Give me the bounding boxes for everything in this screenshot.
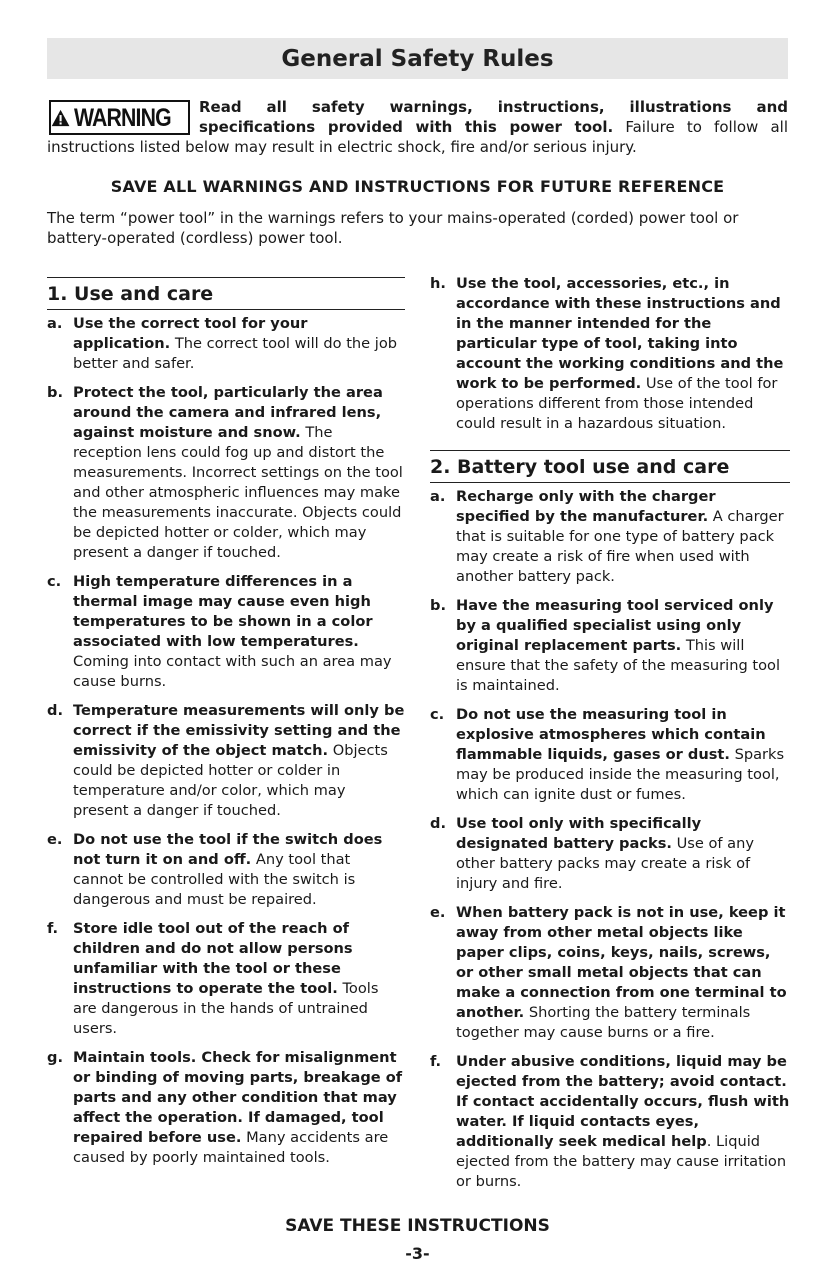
list-item bbox=[430, 487, 790, 587]
item-label: h. bbox=[430, 275, 446, 292]
list-item bbox=[47, 314, 405, 374]
item-label: a. bbox=[47, 315, 63, 332]
section-heading-use-and-care: 1. Use and care bbox=[47, 277, 405, 310]
item-label: a. bbox=[430, 488, 446, 505]
list-item bbox=[430, 903, 790, 1043]
item-text: Protect the tool, particularly the area around the camera and infrared lens, against moisture and snow. The reception lens could fog up and distort the measurements. Incorrect settings on the tool and other atmospheric influences may make the measurements inaccurate. Objects could be depicted hotter or colder, which may present a danger if touched. bbox=[73, 384, 403, 561]
list-item bbox=[47, 830, 405, 910]
save-all-heading: SAVE ALL WARNINGS AND INSTRUCTIONS FOR FUTURE REFERENCE bbox=[110, 177, 725, 196]
item-text: Use tool only with specifically designated battery packs. Use of any other battery packs may create a risk of injury and fire. bbox=[456, 815, 755, 892]
item-label: f. bbox=[47, 920, 59, 937]
item-text: Store idle tool out of the reach of children and do not allow persons unfamiliar with the tool or these instructions to operate the tool. Tools are dangerous in the hands of untrained users. bbox=[73, 920, 379, 1037]
item-label: c. bbox=[47, 573, 62, 590]
warning-text: Failure to follow all instructions listed below may result in electric shock, fire and/or serious injury. bbox=[47, 118, 788, 156]
item-label: b. bbox=[430, 597, 446, 614]
item-text: Temperature measurements will only be correct if the emissivity setting and the emissivity of the object match. Objects could be depicted hotter or colder in temperature and/or color, which may present a danger if touched. bbox=[73, 702, 405, 819]
item-label: f. bbox=[430, 1053, 442, 1070]
item-text: Do not use the tool if the switch does not turn it on and off. Any tool that cannot be controlled with the switch is dangerous and must be repaired. bbox=[73, 831, 383, 908]
list-item bbox=[430, 814, 790, 894]
warning-badge-label: WARNING bbox=[74, 103, 171, 132]
left-column bbox=[47, 277, 405, 1177]
save-these-instructions: SAVE THESE INSTRUCTIONS bbox=[285, 1216, 550, 1236]
item-label: g. bbox=[47, 1049, 63, 1066]
list-item bbox=[430, 705, 790, 805]
page-title: General Safety Rules bbox=[281, 45, 554, 72]
item-label: d. bbox=[47, 702, 63, 719]
list-item bbox=[430, 596, 790, 696]
item-text: Have the measuring tool serviced only by a qualified specialist using only original replacement parts. This will ensure that the safety of the measuring tool is maintained. bbox=[456, 597, 781, 694]
warning-bold-text: Read all safety warnings, instructions, illustrations and specifications provided with this power tool. bbox=[199, 98, 788, 136]
title-bar bbox=[47, 38, 788, 79]
page-number: -3- bbox=[405, 1244, 430, 1263]
item-text: When battery pack is not in use, keep it away from other metal objects like paper clips, coins, keys, nails, screws, or other small metal objects that can make a connection from one terminal to another. Shorting the battery terminals together may cause burns or a fire. bbox=[456, 904, 787, 1041]
list-item bbox=[47, 572, 405, 692]
item-label: e. bbox=[430, 904, 446, 921]
item-label: d. bbox=[430, 815, 446, 832]
section-heading-battery-tool: 2. Battery tool use and care bbox=[430, 450, 790, 483]
item-text: Do not use the measuring tool in explosive atmospheres which contain flammable liquids, gases or dust. Sparks may be produced inside the measuring tool, which can ignite dust or fumes. bbox=[456, 706, 785, 803]
list-item bbox=[47, 701, 405, 821]
item-text: High temperature differences in a thermal image may cause even high temperatures to be shown in a color associated with low temperatures. Coming into contact with such an area may cause burns. bbox=[73, 573, 392, 690]
intro-paragraph: The term “power tool” in the warnings refers to your mains-operated (corded) power tool or battery-operated (cordless) power tool. bbox=[47, 209, 739, 247]
item-label: b. bbox=[47, 384, 63, 401]
item-text: Use the correct tool for your application. The correct tool will do the job better and safer. bbox=[73, 315, 398, 372]
item-label: e. bbox=[47, 831, 63, 848]
list-item bbox=[47, 1048, 405, 1168]
warning-block bbox=[47, 97, 788, 157]
list-item bbox=[430, 1052, 790, 1192]
item-label: c. bbox=[430, 706, 445, 723]
warning-triangle-icon bbox=[51, 106, 70, 130]
list-item bbox=[47, 383, 405, 563]
item-text: Maintain tools. Check for misalignment or binding of moving parts, breakage of parts and any other condition that may affect the operation. If damaged, tool repaired before use. Many accidents are caused by poorly maintained tools. bbox=[73, 1049, 403, 1166]
list-item bbox=[430, 274, 790, 434]
list-item bbox=[47, 919, 405, 1039]
warning-badge bbox=[49, 100, 190, 135]
item-text: Use the tool, accessories, etc., in accordance with these instructions and in the manner intended for the particular type of tool, taking into account the working conditions and the work to be performed. Use of the tool for operations different from those intended could result in a hazardous situation. bbox=[456, 275, 784, 432]
right-column bbox=[430, 274, 790, 1201]
item-text: Under abusive conditions, liquid may be ejected from the battery; avoid contact. If contact accidentally occurs, flush with water. If liquid contacts eyes, additionally seek medical help. Liquid ejected from the battery may cause irritation or burns. bbox=[456, 1053, 790, 1190]
item-text: Recharge only with the charger specified by the manufacturer. A charger that is suitable for one type of battery pack may create a risk of fire when used with another battery pack. bbox=[456, 488, 784, 585]
